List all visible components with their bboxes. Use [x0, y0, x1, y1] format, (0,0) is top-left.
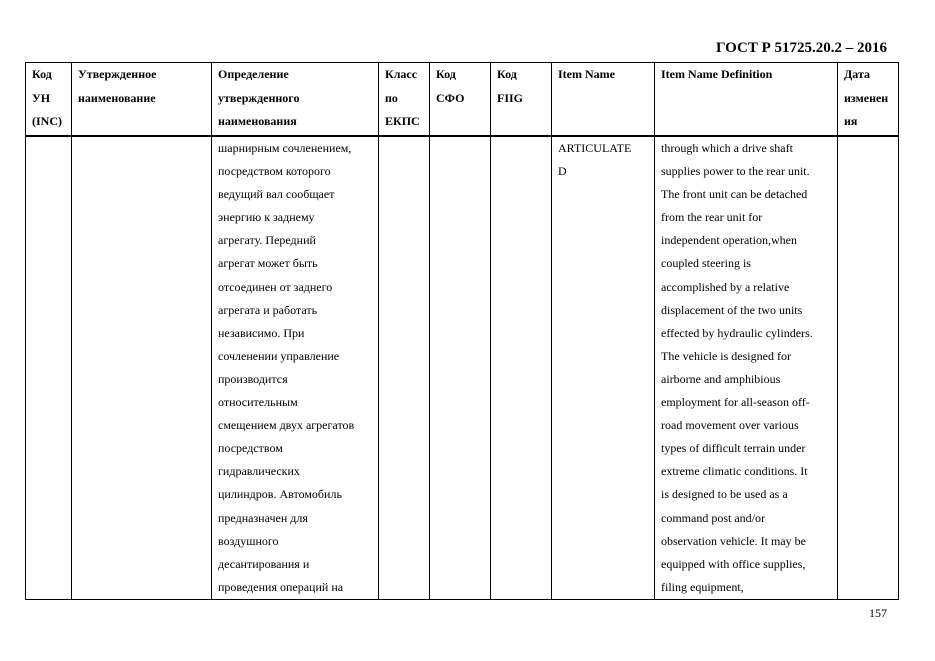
- column-header-sfo-code: Код СФО: [430, 63, 491, 137]
- page-number: 157: [869, 606, 887, 620]
- cell-fiig-code: [491, 136, 552, 599]
- column-header-fiig-code: Код FIIG: [491, 63, 552, 137]
- column-header-approved-name: Утвержденное наименование: [72, 63, 212, 137]
- table-header-row: [26, 63, 899, 137]
- table-row: [26, 136, 899, 599]
- cell-item-name-definition: through which a drive shaft supplies power to the rear unit. The front unit can be detached from the rear unit for independent operation,when coupled steering is accomplished by a relative displacement of the two units effected by hydraulic cylinders. The vehicle is designed for airborne and amphibious employment for all-season off- road movement over various types of difficult terrain under extreme climatic conditions. It is designed to be used as a command post and/or observation vehicle. It may be equipped with office supplies, filing equipment,: [655, 136, 838, 599]
- column-header-ekps-class: Класс по ЕКПС: [379, 63, 430, 137]
- cell-sfo-code: [430, 136, 491, 599]
- column-header-definition: Определение утвержденного наименования: [212, 63, 379, 137]
- document-title: ГОСТ Р 51725.20.2 – 2016: [715, 40, 887, 56]
- column-header-item-name: Item Name: [552, 63, 655, 137]
- cell-change-date: [838, 136, 899, 599]
- cell-approved-name: [72, 136, 212, 599]
- cell-item-name: ARTICULATE D: [552, 136, 655, 599]
- cell-ekps-class: [379, 136, 430, 599]
- column-header-change-date: Дата изменен ия: [838, 63, 899, 137]
- cell-definition-ru: шарнирным сочленением, посредством которого ведущий вал сообщает энергию к заднему агрегату. Передний агрегат может быть отсоединен от заднего агрегата и работать независимо. При сочленении управление производится относительным смещением двух агрегатов посредством гидравлических цилиндров. Автомобиль предназначен для воздушного десантирования и проведения операций на: [212, 136, 379, 599]
- nomenclature-table: [25, 62, 899, 600]
- cell-inc: [26, 136, 72, 599]
- column-header-item-name-definition: Item Name Definition: [655, 63, 838, 137]
- column-header-inc: Код УН (INC): [26, 63, 72, 137]
